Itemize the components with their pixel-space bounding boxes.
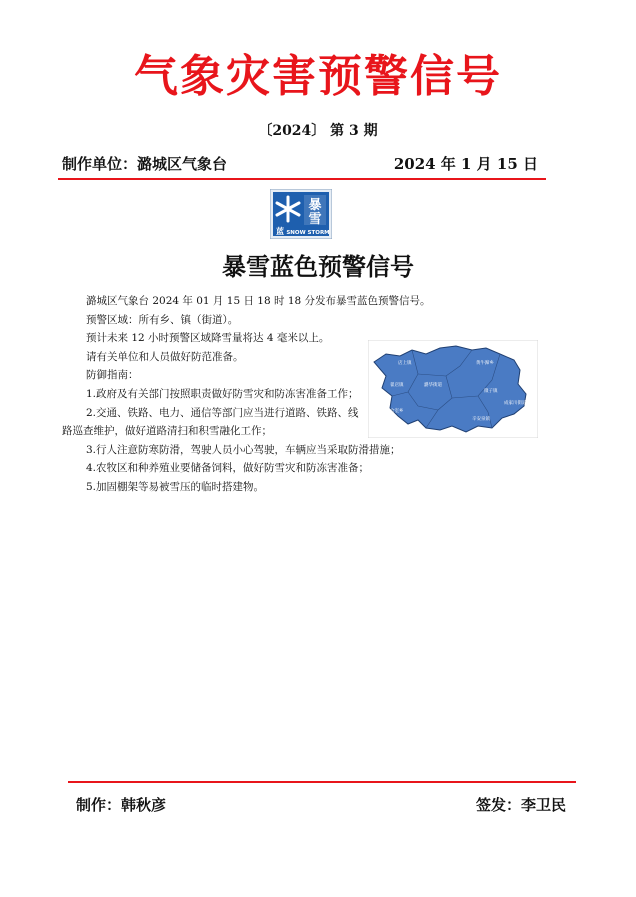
map-label: 潞华街道	[424, 383, 442, 388]
signal-color-char: 蓝	[276, 227, 284, 236]
signal-english-label: SNOW STORM	[286, 230, 330, 236]
notice-paragraph: 预警区域：所有乡、镇（街道）。	[86, 313, 239, 326]
notice-paragraph: 防御指南：	[86, 369, 139, 382]
footer-divider	[68, 781, 576, 783]
issue-number: 〔2024〕 第 3 期	[258, 123, 378, 139]
bulletin-title: 气象灾害预警信号	[134, 51, 502, 102]
map-label: 辛安泉镇	[472, 417, 490, 422]
issuing-unit: 制作单位：潞城区气象台	[62, 155, 228, 173]
map-label: 黄牛蹄乡	[476, 361, 494, 366]
notice-paragraph: 潞城区气象台 2024 年 01 月 15 日 18 时 18 分发布暴雪蓝色预警信号。	[86, 295, 431, 307]
map-label: 微子镇	[484, 389, 498, 394]
notice-paragraph: 4.农牧区和种养殖业要储备饲料，做好防雪灾和防冻害准备；	[86, 462, 370, 475]
snowstorm-signal-icon	[270, 189, 332, 239]
map-label: 翟店镇	[390, 383, 404, 388]
notice-paragraph: 请有关单位和人员做好防范准备。	[86, 350, 244, 363]
notice-paragraph: 5.加固棚架等易被雪压的临时搭建物。	[86, 480, 265, 493]
map-label: 店上镇	[398, 361, 412, 366]
producer: 制作：韩秋彦	[76, 796, 167, 814]
map-label: 成家川街道	[504, 401, 527, 406]
signal-top-char: 暴	[308, 198, 322, 213]
signal-bottom-char: 雪	[308, 212, 322, 227]
map-label: 合室乡	[390, 409, 404, 414]
notice-title: 暴雪蓝色预警信号	[222, 253, 414, 281]
notice-paragraph: 1.政府及有关部门按照职责做好防雪灾和防冻害准备工作；	[86, 387, 359, 400]
notice-paragraph: 预计未来 12 小时预警区域降雪量将达 4 毫米以上。	[86, 332, 330, 345]
warning-area-map	[368, 340, 538, 438]
signer: 签发：李卫民	[475, 796, 566, 814]
notice-paragraph: 3.行人注意防寒防滑，驾驶人员小心驾驶，车辆应当采取防滑措施；	[86, 443, 401, 456]
issue-date: 2024 年 1 月 15 日	[393, 155, 538, 173]
notice-paragraph: 2.交通、铁路、电力、通信等部门应当进行道路、铁路、线路巡查维护，做好道路清扫和积雪融化工作；	[62, 406, 359, 438]
header-divider	[58, 178, 546, 180]
